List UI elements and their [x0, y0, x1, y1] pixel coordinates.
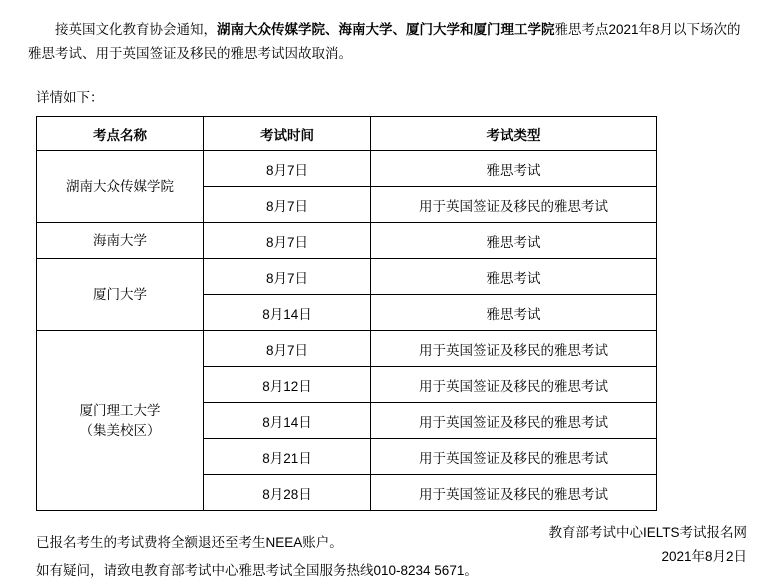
exam-time-cell: 8月7日 [204, 259, 371, 295]
cancelled-exams-table [36, 116, 657, 511]
center-name-cell: 海南大学 [37, 223, 204, 259]
exam-time-cell: 8月21日 [204, 439, 371, 475]
table-row [37, 223, 657, 259]
exam-type-cell: 用于英国签证及移民的雅思考试 [371, 367, 657, 403]
exam-type-cell: 雅思考试 [371, 223, 657, 259]
exam-time-cell: 8月12日 [204, 367, 371, 403]
center-name-cell: 厦门大学 [37, 259, 204, 331]
table-body [37, 151, 657, 511]
header-exam-type: 考试类型 [371, 117, 657, 151]
table-header [37, 117, 657, 151]
header-exam-time: 考试时间 [204, 117, 371, 151]
table-row [37, 151, 657, 187]
intro-paragraph [28, 18, 741, 66]
signature-block [548, 521, 747, 569]
signature-org: 教育部考试中心IELTS考试报名网 [548, 525, 747, 540]
exam-time-cell: 8月7日 [204, 223, 371, 259]
exam-time-cell: 8月14日 [204, 403, 371, 439]
exam-type-cell: 雅思考试 [371, 295, 657, 331]
exam-time-cell: 8月7日 [204, 151, 371, 187]
exam-time-cell: 8月7日 [204, 331, 371, 367]
intro-prefix: 接英国文化教育协会通知， [55, 22, 217, 37]
table-row [37, 331, 657, 367]
exam-time-cell: 8月28日 [204, 475, 371, 511]
hotline-note: 如有疑问，请致电教育部考试中心雅思考试全国服务热线010-8234 5671。 [36, 563, 478, 578]
exam-type-cell: 雅思考试 [371, 259, 657, 295]
refund-note: 已报名考生的考试费将全额退还至考生NEEA账户。 [36, 535, 343, 550]
header-center-name: 考点名称 [37, 117, 204, 151]
center-name-cell: 湖南大众传媒学院 [37, 151, 204, 223]
intro-bold-centers: 湖南大众传媒学院、海南大学、厦门大学和厦门理工学院 [217, 22, 555, 37]
detail-label: 详情如下： [36, 90, 104, 105]
intro-suffix: 雅思考点2021年8月以下场次的雅思考试、用于英国签证及移民的雅思考试因故取消。 [28, 22, 741, 61]
signature-date: 2021年8月2日 [661, 549, 747, 564]
exam-type-cell: 用于英国签证及移民的雅思考试 [371, 187, 657, 223]
exam-type-cell: 用于英国签证及移民的雅思考试 [371, 403, 657, 439]
exam-type-cell: 用于英国签证及移民的雅思考试 [371, 439, 657, 475]
center-name-line2: （集美校区） [79, 422, 161, 438]
exam-type-cell: 用于英国签证及移民的雅思考试 [371, 475, 657, 511]
exam-time-cell: 8月7日 [204, 187, 371, 223]
exam-time-cell: 8月14日 [204, 295, 371, 331]
center-name-cell [37, 331, 204, 511]
table-header-row [37, 117, 657, 151]
exam-type-cell: 雅思考试 [371, 151, 657, 187]
exam-type-cell: 用于英国签证及移民的雅思考试 [371, 331, 657, 367]
center-name-line1: 厦门理工大学 [79, 402, 161, 418]
table-row [37, 259, 657, 295]
